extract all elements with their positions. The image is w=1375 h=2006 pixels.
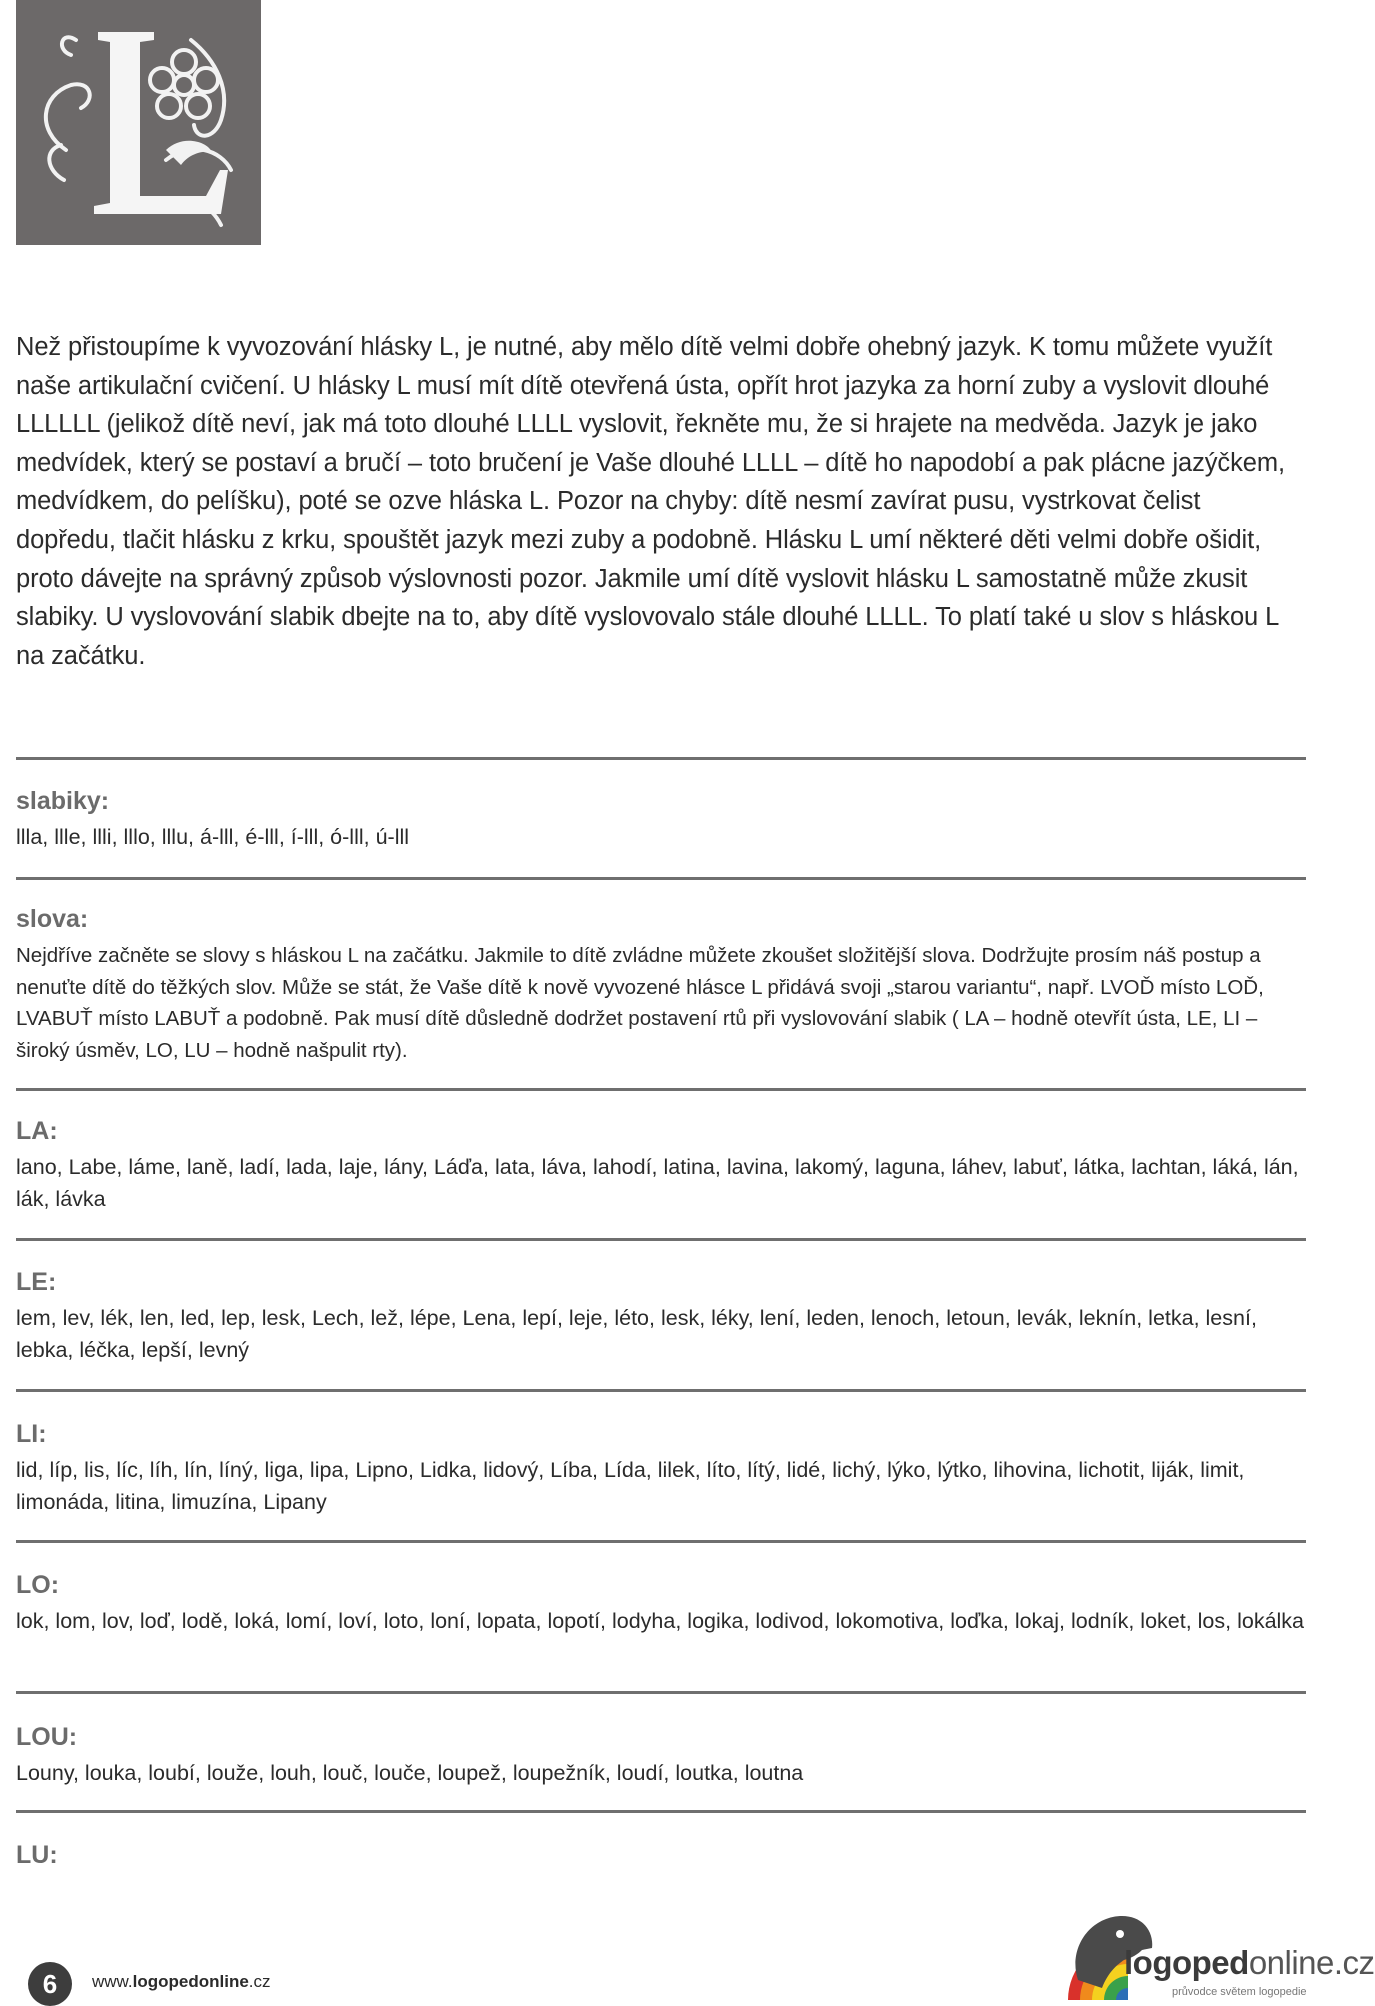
section-divider [16, 1540, 1306, 1543]
url-suffix: .cz [248, 1972, 271, 1991]
intro-paragraph: Než přistoupíme k vyvozování hlásky L, je nutné, aby mělo dítě velmi dobře ohebný jazyk. K tomu můžete využít naše artikulační cvičení. U hlásky L musí mít dítě otevřená ústa, opřít hrot jazyka za horní zuby a vyslovit dlouhé LLLLLL (jelikož dítě neví, jak má toto dlouhé LLLL vyslovit, řekněte mu, že si hrajete na medvěda. Jazyk je jako medvídek, který se postaví a bručí – toto bručení je Vaše dlouhé LLLL – dítě ho napodobí a pak plácne jazýčkem, medvídkem, do pelíšku), poté se ozve hláska L. Pozor na chyby: dítě nesmí zavírat pusu, vystrkovat čelist dopředu, tlačit hlásku z krku, spouštět jazyk mezi zuby a podobně. Hlásku L umí některé děti velmi dobře ošidit, proto dávejte na správný způsob výslovnosti pozor. Jakmile umí dítě vyslovit hlásku L samostatně může zkusit slabiky. U vyslovování slabik dbejte na to, aby dítě vyslovovalo stále dlouhé LLLL. To platí také u slov s hláskou L na začátku. [16, 333, 1285, 670]
section-lo [16, 1570, 1306, 1638]
section-body: lano, Labe, láme, laně, ladí, lada, laje, lány, Láďa, lata, láva, lahodí, latina, lavina, lakomý, laguna, láhev, labuť, látka, lachtan, láká, lán, lák, lávka [16, 1155, 1299, 1211]
logo-light: online.cz [1248, 1944, 1375, 1981]
url-bold: logopedonline [132, 1972, 249, 1991]
section-lou [16, 1722, 1306, 1790]
section-divider [16, 757, 1306, 760]
section-body: lem, lev, lék, len, led, lep, lesk, Lech, lež, lépe, Lena, lepí, leje, léto, lesk, léky, lení, leden, lenoch, letoun, levák, leknín, letka, lesní, lebka, léčka, lepší, levný [16, 1306, 1257, 1362]
section-body: Nejdříve začněte se slovy s hláskou L na začátku. Jakmile to dítě zvládne můžete zkoušet složitější slova. Dodržujte prosím náš postup a nenuťte dítě do těžkých slov. Může se stát, že Vaše dítě k nově vyvozené hlásce L přidává svoji „starou variantu“, např. LVOĎ místo LOĎ, LVABUŤ místo LABUŤ a podobně. Pak musí dítě důsledně dodržet postavení rtů při vyslovování slabik ( LA – hodně otevřít ústa, LE, LI – široký úsměv, LO, LU – hodně našpulit rty). [16, 944, 1264, 1062]
section-divider [16, 1088, 1306, 1091]
section-body: Louny, louka, loubí, louže, louh, louč, louče, loupež, loupežník, loudí, loutka, loutna [16, 1761, 804, 1785]
section-title: LU: [16, 1841, 58, 1869]
decorative-initial-l-icon [16, 0, 261, 245]
url-prefix: www. [92, 1972, 133, 1991]
section-title: slabiky: [16, 787, 110, 815]
section-la [16, 1116, 1306, 1215]
section-le [16, 1267, 1306, 1366]
section-title: slova: [16, 905, 89, 933]
section-body: lid, líp, lis, líc, líh, lín, líný, liga, lipa, Lipno, Lidka, lidový, Líba, Lída, lilek, líto, lítý, lidé, lichý, lýko, lýtko, lihovina, lichotit, liják, limit, limonáda, litina, limuzína, Lipany [16, 1458, 1245, 1514]
section-syllables [16, 786, 1306, 854]
footer-url-link[interactable] [92, 1972, 271, 1992]
section-title: LE: [16, 1268, 57, 1296]
section-body: lok, lom, lov, loď, lodě, loká, lomí, loví, loto, loní, lopata, lopotí, lodyha, logika, lodivod, lokomotiva, loďka, lokaj, lodník, loket, los, lokálka [16, 1609, 1305, 1633]
section-body: llla, llle, llli, lllo, lllu, á-lll, é-lll, í-lll, ó-lll, ú-lll [16, 825, 410, 849]
section-divider [16, 1389, 1306, 1392]
logo-wordmark [1124, 1944, 1375, 1982]
section-divider [16, 1238, 1306, 1241]
section-lu [16, 1840, 1306, 1876]
section-title: LA: [16, 1117, 58, 1145]
page-number-badge: 6 [28, 1962, 72, 2006]
section-divider [16, 1810, 1306, 1813]
section-title: LO: [16, 1571, 60, 1599]
section-divider [16, 1691, 1306, 1694]
section-li [16, 1419, 1306, 1518]
section-divider [16, 877, 1306, 880]
section-words [16, 904, 1306, 1066]
logo-bold: logoped [1124, 1944, 1249, 1981]
section-title: LOU: [16, 1723, 78, 1751]
section-title: LI: [16, 1420, 47, 1448]
logo-tagline: průvodce světem logopedie [1172, 1986, 1307, 1998]
